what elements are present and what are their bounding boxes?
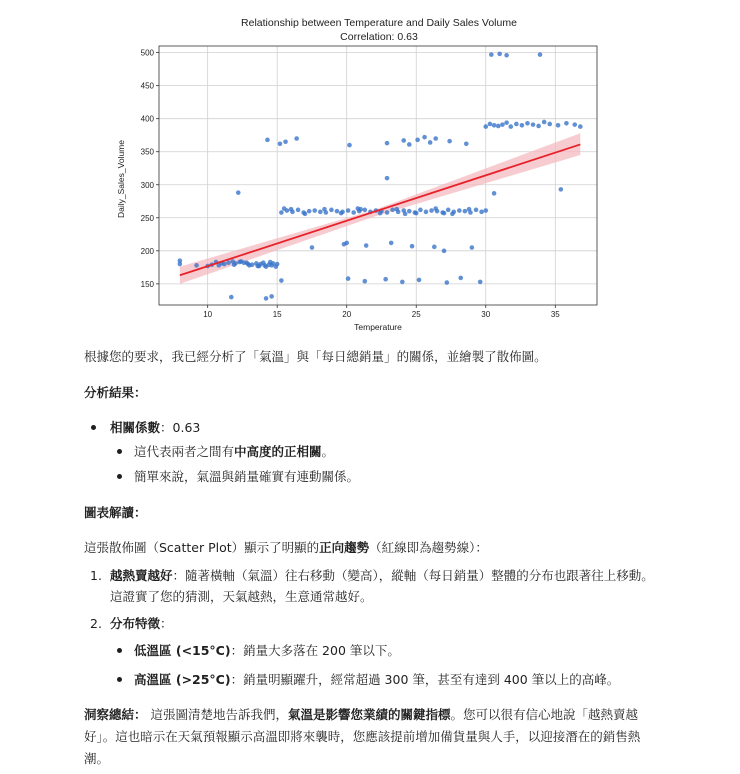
y-tick-label: 450	[140, 81, 154, 91]
data-point	[294, 136, 299, 141]
data-point	[479, 210, 484, 215]
data-point	[492, 191, 497, 196]
data-point	[385, 141, 390, 146]
data-point	[464, 141, 469, 146]
data-point	[424, 210, 429, 215]
high-temp-item: 高溫區 (>25°C)：銷量明顯躍升，經常超過 300 筆，甚至有達到 400 筆以上的高峰。	[134, 672, 620, 687]
data-point	[572, 122, 577, 127]
x-tick-label: 10	[203, 310, 213, 319]
data-point	[415, 138, 420, 143]
data-point	[264, 264, 269, 269]
data-point	[278, 141, 283, 146]
summary-line-1: 洞察總結： 這張圖清楚地告訴我們，氣溫是影響您業績的關鍵指標。您可以很有信心地說「越熱賣越	[84, 707, 639, 722]
heading-analysis: 分析結果：	[84, 385, 147, 400]
data-point	[433, 136, 438, 141]
data-point	[407, 209, 412, 214]
bullet-dot	[117, 677, 122, 682]
data-point	[496, 124, 501, 129]
bullet-dot	[117, 648, 122, 653]
data-point	[556, 123, 561, 128]
sub-item-1: 這代表兩者之間有中高度的正相關。	[134, 444, 335, 459]
data-point	[410, 244, 415, 249]
data-point	[362, 279, 367, 284]
x-tick-label: 35	[550, 310, 560, 319]
data-point	[536, 124, 541, 129]
data-point	[279, 210, 284, 215]
chart-title: Relationship between Temperature and Daily Sales Volume	[241, 17, 517, 29]
data-point	[265, 138, 270, 143]
data-point	[447, 139, 452, 144]
correlation-item: 相關係數：0.63	[110, 420, 201, 435]
x-tick-label: 25	[411, 310, 421, 319]
data-point	[525, 121, 530, 126]
plot-area	[141, 46, 597, 319]
data-point	[303, 212, 308, 217]
data-point	[458, 276, 463, 281]
low-temp-item: 低溫區 (<15°C)：銷量大多落在 200 筆以下。	[134, 643, 400, 658]
data-point	[194, 263, 199, 268]
data-point	[274, 264, 279, 269]
data-point	[489, 52, 494, 57]
data-point	[500, 122, 505, 127]
data-point	[547, 122, 552, 127]
y-tick-label: 250	[140, 213, 154, 223]
data-point	[329, 208, 334, 213]
data-point	[531, 122, 536, 127]
bullet-dot	[117, 449, 122, 454]
data-point	[351, 210, 356, 215]
data-point	[400, 280, 405, 285]
data-point	[504, 120, 509, 125]
data-point	[335, 209, 340, 214]
data-point	[463, 209, 468, 214]
summary-line-3: 潮。	[84, 751, 110, 766]
data-point	[312, 208, 317, 213]
data-point	[232, 262, 237, 267]
data-point	[356, 206, 361, 211]
heading-chart: 圖表解讀：	[84, 505, 147, 520]
data-point	[429, 208, 434, 213]
data-point	[322, 207, 327, 212]
x-tick-label: 30	[481, 310, 491, 319]
data-point	[390, 208, 395, 213]
data-point	[418, 208, 423, 213]
data-point	[457, 208, 462, 213]
x-axis-label: Temperature	[354, 322, 402, 332]
chart-description: 這張散佈圖（Scatter Plot）顯示了明顯的正向趨勢（紅線即為趨勢線）：	[84, 540, 488, 555]
data-point	[564, 121, 569, 126]
x-tick-label: 15	[272, 310, 282, 319]
data-point	[283, 140, 288, 145]
summary-line-2: 好」。這也暗示在天氣預報顯示高溫即將來襲時，您應該提前增加備貨量與人手，以迎接潛在的銷售熱	[84, 729, 641, 744]
data-point	[478, 280, 483, 285]
data-point	[339, 211, 344, 216]
data-point	[428, 140, 433, 145]
data-point	[520, 123, 525, 128]
data-point	[445, 280, 450, 285]
data-point	[433, 206, 438, 211]
data-point	[236, 190, 241, 195]
data-point	[383, 277, 388, 282]
data-point	[542, 120, 547, 125]
data-point	[226, 260, 231, 265]
data-point	[483, 208, 488, 213]
data-point	[414, 211, 419, 216]
item-2-number: 2.	[90, 616, 102, 631]
data-point	[378, 211, 383, 216]
data-point	[403, 212, 408, 217]
data-point	[422, 135, 427, 140]
y-tick-label: 300	[140, 180, 154, 190]
y-tick-label: 200	[140, 246, 154, 256]
data-point	[346, 276, 351, 281]
data-point	[347, 143, 352, 148]
data-point	[514, 122, 519, 127]
data-point	[239, 259, 244, 264]
data-point	[578, 124, 583, 129]
data-point	[417, 278, 422, 283]
data-point	[307, 209, 312, 214]
data-point	[442, 249, 447, 254]
data-point	[394, 207, 399, 212]
data-point	[282, 206, 287, 211]
data-point	[289, 207, 294, 212]
data-point	[538, 52, 543, 57]
item-1-number: 1.	[90, 568, 102, 583]
data-point	[407, 142, 412, 147]
data-point	[488, 122, 493, 127]
data-point	[492, 123, 497, 128]
bullet-dot	[117, 474, 122, 479]
data-point	[264, 296, 269, 301]
y-axis-label: Daily_Sales_Volume	[116, 140, 126, 218]
data-point	[442, 211, 447, 216]
item-1-line-1: 越熱賣越好：隨著橫軸（氣溫）往右移動（變高），縱軸（每日銷量）整體的分布也跟著往上移動。	[110, 568, 654, 583]
data-point	[261, 260, 266, 265]
data-point	[229, 295, 234, 300]
x-tick-label: 20	[342, 310, 352, 319]
data-point	[362, 208, 367, 213]
data-point	[483, 124, 488, 129]
data-point	[296, 208, 301, 213]
data-point	[269, 263, 274, 268]
y-tick-label: 500	[140, 48, 154, 58]
data-point	[467, 207, 472, 212]
item-2-title: 分布特徵：	[110, 616, 173, 631]
data-point	[385, 210, 390, 215]
data-point	[497, 52, 502, 57]
data-point	[247, 263, 252, 268]
data-point	[470, 245, 475, 250]
y-tick-label: 350	[140, 147, 154, 157]
data-point	[346, 208, 351, 213]
data-point	[559, 187, 564, 192]
bullet-dot	[91, 425, 96, 430]
data-point	[310, 245, 315, 250]
data-point	[389, 241, 394, 246]
data-point	[446, 208, 451, 213]
chart-subtitle: Correlation: 0.63	[340, 31, 418, 43]
data-point	[385, 176, 390, 181]
y-tick-label: 150	[140, 279, 154, 289]
data-point	[432, 245, 437, 250]
data-point	[364, 243, 369, 248]
intro-paragraph: 根據您的要求，我已經分析了「氣溫」與「每日總銷量」的關係，並繪製了散佈圖。	[84, 349, 547, 364]
data-point	[474, 208, 479, 213]
y-tick-label: 400	[140, 114, 154, 124]
data-point	[508, 124, 513, 129]
item-1-line-2: 這證實了您的猜測，天氣越熱，生意通常越好。	[110, 589, 373, 604]
data-point	[279, 278, 284, 283]
sub-item-2: 簡單來說，氣溫與銷量確實有連動關係。	[134, 469, 360, 484]
data-point	[178, 258, 183, 263]
data-point	[504, 53, 509, 58]
data-point	[318, 210, 323, 215]
data-point	[344, 241, 349, 246]
data-point	[450, 212, 455, 217]
data-point	[269, 294, 274, 299]
data-point	[401, 138, 406, 143]
data-point	[257, 264, 262, 269]
scatter-chart	[112, 10, 602, 340]
